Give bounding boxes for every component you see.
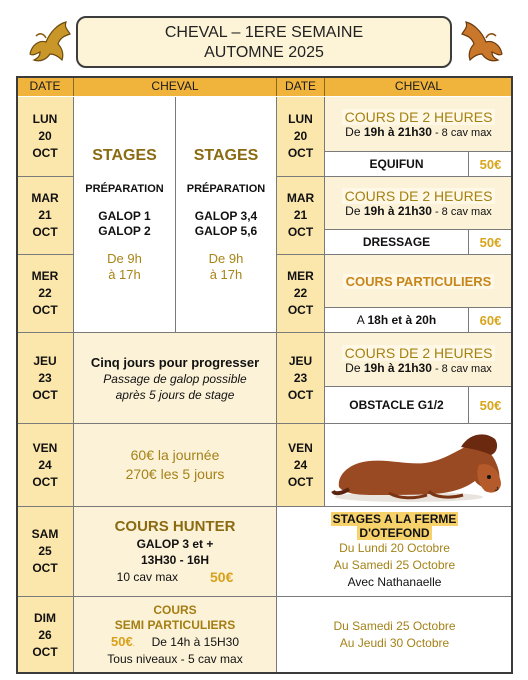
schedule-frame bbox=[16, 76, 513, 674]
course-title: COURS DE 2 HEURES bbox=[342, 188, 496, 204]
day-jeu-right: JEU 23 OCT bbox=[277, 333, 325, 424]
semi-hours: De 14h à 15H30 bbox=[151, 635, 240, 649]
semi-price-dot: . bbox=[132, 639, 135, 648]
day-lun: LUN 20 OCT bbox=[17, 97, 74, 177]
ferme-date: Du Lundi 20 Octobre bbox=[339, 541, 450, 555]
ferme-instructor: Avec Nathanaelle bbox=[347, 575, 442, 589]
mer-times: A 18h et à 20h bbox=[325, 308, 469, 333]
semi-title: SEMI PARTICULIERS bbox=[114, 618, 236, 632]
hunter-price: 50€ bbox=[210, 568, 234, 585]
hunter-title: COURS HUNTER bbox=[114, 517, 236, 535]
horse-logo-right bbox=[456, 14, 510, 68]
ferme-date: Au Samedi 25 Octobre bbox=[333, 558, 456, 572]
galop-label: GALOP 3,4 bbox=[194, 208, 258, 223]
day-ven: VEN 24 OCT bbox=[17, 424, 74, 507]
hunter-capacity: 10 cav max bbox=[116, 569, 178, 584]
hours-label: De 9h bbox=[107, 250, 142, 266]
galop-label: GALOP 1 bbox=[98, 208, 151, 223]
hours-label: à 17h bbox=[209, 266, 243, 282]
price-obstacle: 50€ bbox=[469, 387, 512, 424]
day-dim: DIM 26 OCT bbox=[17, 597, 74, 673]
jeu-course: COURS DE 2 HEURES De 19h à 21h30 - 8 cav max bbox=[325, 333, 512, 387]
day-jeu: JEU 23 OCT bbox=[17, 333, 74, 424]
day-ven-right: VEN 24 OCT bbox=[277, 424, 325, 507]
day-mer-right: MER 22 OCT bbox=[277, 255, 325, 333]
price-dressage: 50€ bbox=[469, 230, 512, 255]
day-sam: SAM 25 OCT bbox=[17, 507, 74, 597]
activity-obstacle: OBSTACLE G1/2 bbox=[325, 387, 469, 424]
ferme-date: Du Samedi 25 Octobre bbox=[333, 619, 456, 633]
stages-title: STAGES bbox=[193, 146, 259, 164]
hours-label: à 17h bbox=[108, 266, 141, 282]
progress-title: Cinq jours pour progresser bbox=[90, 354, 260, 370]
course-title: COURS DE 2 HEURES bbox=[342, 345, 496, 361]
preparation-label: PRÉPARATION bbox=[85, 182, 164, 195]
course-title: COURS PARTICULIERS bbox=[343, 274, 495, 289]
day-mar-right: MAR 21 OCT bbox=[277, 177, 325, 255]
activity-equifun: EQUIFUN bbox=[325, 152, 469, 177]
galop-label: GALOP 5,6 bbox=[194, 223, 258, 238]
progress-note: Passage de galop possible bbox=[103, 371, 247, 386]
course-title: COURS DE 2 HEURES bbox=[342, 109, 496, 125]
header-date-right: DATE bbox=[277, 76, 325, 96]
semi-note: Tous niveaux - 5 cav max bbox=[107, 652, 243, 666]
mar-course: COURS DE 2 HEURES De 19h à 21h30 - 8 cav max bbox=[325, 177, 512, 230]
price-week: 270€ les 5 jours bbox=[125, 466, 225, 482]
page-title bbox=[76, 16, 452, 68]
progress-note: après 5 jours de stage bbox=[115, 387, 235, 402]
galop-label: GALOP 2 bbox=[98, 223, 151, 238]
title-line-2: AUTOMNE 2025 bbox=[204, 44, 324, 61]
activity-dressage: DRESSAGE bbox=[325, 230, 469, 255]
hours-label: De 9h bbox=[208, 250, 244, 266]
header-date-left: DATE bbox=[17, 76, 74, 96]
hunter-galop: GALOP 3 et + bbox=[136, 536, 214, 551]
semi-title: COURS bbox=[153, 603, 197, 617]
preparation-label: PRÉPARATION bbox=[186, 182, 266, 195]
stages-title: STAGES bbox=[92, 146, 157, 164]
day-lun-right: LUN 20 OCT bbox=[277, 97, 325, 177]
day-mer: MER 22 OCT bbox=[17, 255, 74, 333]
horse-logo-left bbox=[22, 14, 76, 68]
price-day: 60€ la journée bbox=[130, 447, 220, 463]
title-line-1: CHEVAL – 1ERE SEMAINE bbox=[164, 24, 364, 41]
ferme-title: D'OTEFOND bbox=[359, 526, 430, 540]
semi-price: 50€ bbox=[110, 634, 133, 649]
lun-course: COURS DE 2 HEURES De 19h à 21h30 - 8 cav max bbox=[325, 97, 512, 152]
header-cheval-left: CHEVAL bbox=[74, 76, 277, 96]
price-equifun: 50€ bbox=[469, 152, 512, 177]
price-particuliers: 60€ bbox=[469, 308, 512, 333]
header-cheval-right: CHEVAL bbox=[325, 76, 512, 96]
ferme-title: STAGES A LA FERME bbox=[332, 512, 457, 526]
ferme-date: Au Jeudi 30 Octobre bbox=[339, 636, 450, 650]
day-mar: MAR 21 OCT bbox=[17, 177, 74, 255]
hunter-hours: 13H30 - 16H bbox=[140, 552, 210, 567]
